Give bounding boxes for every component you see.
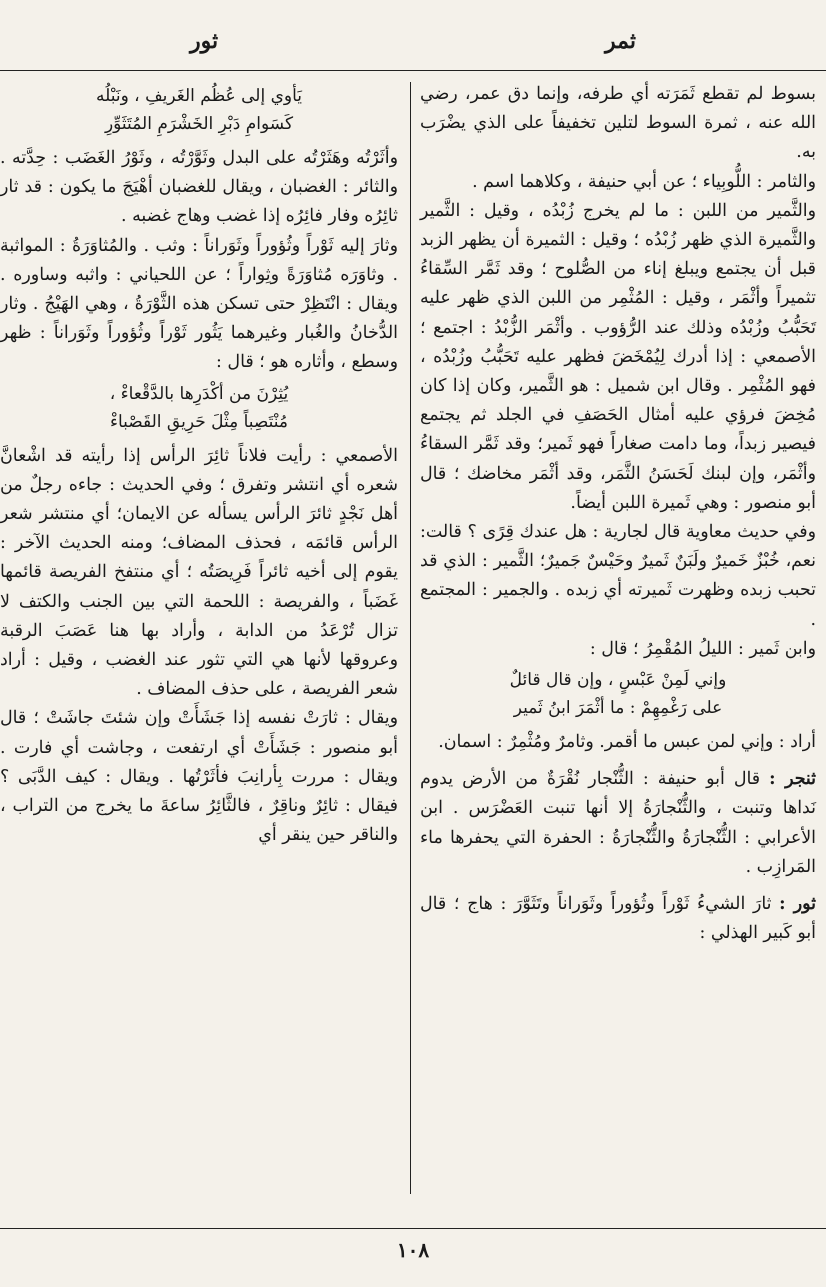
paragraph: بسوط لم تقطع ثَمَرَته أي طرفه، وإنما دق عمر، رضي الله عنه ، ثمرة السوط لتلين تخفيفاً على الذي يضْرَب به.: [420, 84, 816, 163]
paragraph: الأصمعي : رأيت فلاناً ثائِرَ الرأس إذا رأيته قد اشْعانَّ شعره أي انتشر وتفرق ؛ وفي الحديث : جاءه رجلٌ من أهل نَجْدٍ ثائرَ الرأس يسأله عن الايمان؛ أي منتشر شعر الرأس قائمَه ، فحذف المضاف؛ ومنه الحديث الآخر : يقوم إلى أخيه ثائراً فَرِيصَتُه ؛ أي منتفخ الفريصة قائمها غَضَباً ، والفريصة : اللحمة التي بين الجنب والكتف لا تزال تُرْعَدُ من الدابة ، وأراد بها هنا عَصَبَ الرقبة وعروقها لأنها هي التي تثور عند الغضب ، وقيل : أراد شعر الفريصة ، على حذف المضاف .: [0, 445, 398, 700]
poem-verse: [0, 82, 398, 138]
paragraph: والثامر : اللُّوبِياء ؛ عن أبي حنيفة ، وكلاهما اسم .: [472, 171, 816, 192]
verse-line: كَسَوامِ دَبْرِ الخَشْرَمِ المُتَثَوِّرِ: [104, 114, 294, 134]
header-rule: [0, 70, 826, 71]
page-number: ١٠٨: [396, 1238, 430, 1262]
footer-rule: [0, 1228, 826, 1229]
verse-line: يُثِرْنَ من أكْدَرِها بالدَّقْعاءْ ،: [109, 383, 289, 404]
running-header-right: ثمر: [605, 28, 636, 54]
running-header-left: ثور: [190, 28, 219, 54]
paragraph: وأثَرْتُه وهَثَرْتُه على البدل وثَوَّرْتُه ، وثَوْرُ الغَضَب : حِدَّته . والثائر : الغضبان ، ويقال للغضبان أهْيَجَ ما يكون : قد ثار ثائِرُه وفار فائِرُه إذا غضب وهاج غضبه .: [0, 148, 398, 227]
entry-text: ثارَ الشيءُ ثَوْراً وثُؤوراً وثَوَراناً وتَثَوَّرَ : هاج ؛ قال أبو كَبير الهذلي :: [420, 894, 816, 944]
verse-line: مُنْتَصِباً مِثْلَ حَرِيقِ القَصْباءْ: [109, 411, 289, 432]
entry-headword: ثنجر :: [769, 769, 817, 790]
entry-ثنجر: [420, 765, 816, 882]
paragraph: ويقال : ثارَتْ نفسه إذا جَشَأَتْ وإن شئتَ جاشَتْ ؛ قال أبو منصور : جَشَأَتْ أي ارتفعت ، وجاشت أي فارت . ويقال : مررت بِأرانِبَ فأثَرْتُها . ويقال : كيف الدَّبَى ؟ فيقال : ثائِرٌ وناقِرٌ ، فالثَّائِرُ ساعةَ ما يخرج من التراب ، والناقر حين ينقر أي: [0, 708, 398, 846]
paragraph: والثَّمير من اللبن : ما لم يخرج زُبْدُه ، وقيل : الثَّمير والثَّميرة الذي ظهر زُبْدُه ؛ وقيل : الثميرة أن يظهر الزبد قبل أن يجتمع ويبلغ إناء من الصُّلوح ؛ وقد ثَمَّر السِّقاءُ تثميراً وأثْمَر ، وقيل : المُثْمِر من اللبن الذي ظهر عليه تَحَبُّبُ وزُبْدُه وذلك عند الرُّؤوب . وأثْمَر الزُّبْدُ : اجتمع ؛ الأصمعي : إذا أدرك لِيُمْخَضَ فظهر عليه تَحَبُّبُ وزُبْدُه ، فهو المُثْمِر . وقال ابن شميل : هو الثَّمير، وكان إذا كان مُخِضَ فرؤي عليه أمثال الحَصَفِ في الجلد ثم يجتمع فيصير زبداً، وما دامت صغاراً فهو ثَمير؛ وقد ثَمَّر السقاءُ وأثْمَر، وإن لبنك لَحَسَنُ الثَّمَر، وقد أثْمَر مخاضك ؛ قال أبو منصور : وهي ثَميرة اللبن أيضاً.: [420, 200, 816, 513]
entry-ثور: [420, 890, 816, 948]
paragraph: وفي حديث معاوية قال لجارية : هل عندك قِرًى ؟ قالت: نعم، خُبْزٌ خَميرٌ ولَبَنٌ ثَميرٌ وحَيْسٌ جَميرٌ؛ الثَّمير : الذي قد تحبب زبده وظهرت ثَميرته أي زبده . والجمير : المجتمع .: [420, 522, 816, 630]
verse-line: وإني لَمِنْ عَبْسٍ ، وإن قال قائلٌ: [509, 670, 727, 691]
entry-text: قال أبو حنيفة : الثُّنْجار نُقْرَةٌ من الأرض يدوم نَداها وتنبت ، والثُّنْجارَةُ إلا أنها تنبت العَضْرَس . ابن الأعرابي : الثُّنْجارَةُ والثُّنْجارَةُ : الحفرة التي يحفرها ماء المَرازِب .: [420, 769, 816, 877]
paragraph: أراد : وإني لمن عبس ما أقمر. وثامرٌ ومُثْمِرٌ : اسمان.: [438, 732, 816, 753]
entry-headword: ثور :: [779, 894, 817, 915]
paragraph: وثارَ إليه ثَوْراً وثُؤوراً وثَوَراناً : وثب . والمُثاوَرَةُ : المواثبة . وثاوَرَه مُثاوَرَةً وثِواراً ؛ عن اللحياني : واثبه وساوره . ويقال : انْتَظِرْ حتى تسكن هذه الثَّوْرَةُ ، وهي الهَيْجُ . وثار الدُّخانُ والغُبار وغيرهما يَثُور ثَوْراً وثُؤوراً وثَوَراناً : ظهر وسطع ، وأثاره هو ؛ قال :: [0, 235, 398, 373]
left-column: [0, 80, 398, 850]
right-column: [420, 80, 816, 948]
column-divider: [410, 82, 411, 1194]
paragraph: وابن ثَمير : الليلُ المُقْمِرُ ؛ قال :: [589, 638, 816, 659]
poem-verse: [0, 380, 398, 436]
verse-line: على رَغْمِهِمْ : ما أثْمَرَ ابنُ ثَمير: [513, 698, 723, 719]
poem-verse: [420, 666, 816, 722]
verse-line: يَأوي إلى عُظُم الغَريفِ ، ونَبْلُه: [95, 86, 303, 106]
